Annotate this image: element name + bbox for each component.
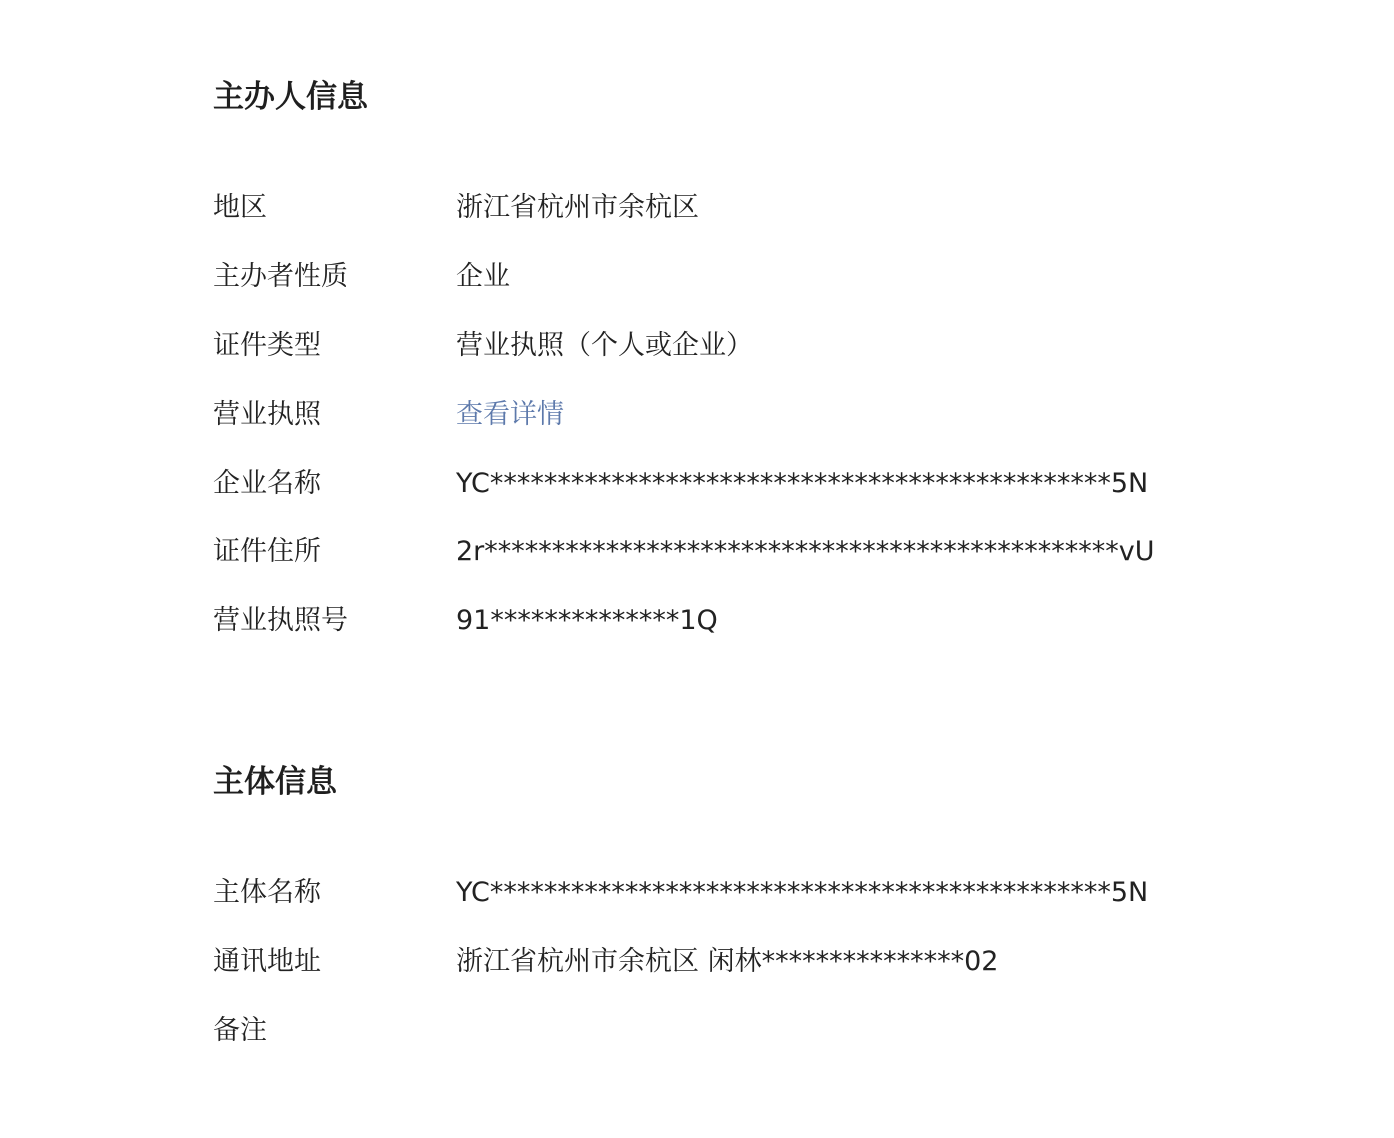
region-value: 浙江省杭州市余杭区 <box>456 192 699 223</box>
certificate-address-label: 证件住所 <box>213 536 321 567</box>
mailing-address-value: 浙江省杭州市余杭区 闲林***************02 <box>456 946 999 977</box>
mailing-address-label: 通讯地址 <box>213 946 321 977</box>
certificate-type-label: 证件类型 <box>213 330 321 361</box>
certificate-address-value: 2r***********************************************vU <box>456 536 1155 567</box>
sponsor-type-value: 企业 <box>456 261 510 292</box>
sponsor-section-title: 主办人信息 <box>213 79 368 115</box>
license-number-label: 营业执照号 <box>213 605 348 636</box>
certificate-type-value: 营业执照（个人或企业） <box>456 330 753 361</box>
company-name-value: YC**********************************************5N <box>456 468 1149 499</box>
sponsor-type-label: 主办者性质 <box>213 261 348 292</box>
license-number-value: 91**************1Q <box>456 605 718 636</box>
remarks-label: 备注 <box>213 1015 267 1046</box>
region-label: 地区 <box>213 192 267 223</box>
entity-name-label: 主体名称 <box>213 877 321 908</box>
view-details-link[interactable]: 查看详情 <box>456 399 564 430</box>
entity-section-title: 主体信息 <box>213 764 337 800</box>
company-name-label: 企业名称 <box>213 468 321 499</box>
business-license-label: 营业执照 <box>213 399 321 430</box>
entity-name-value: YC**********************************************5N <box>456 877 1149 908</box>
